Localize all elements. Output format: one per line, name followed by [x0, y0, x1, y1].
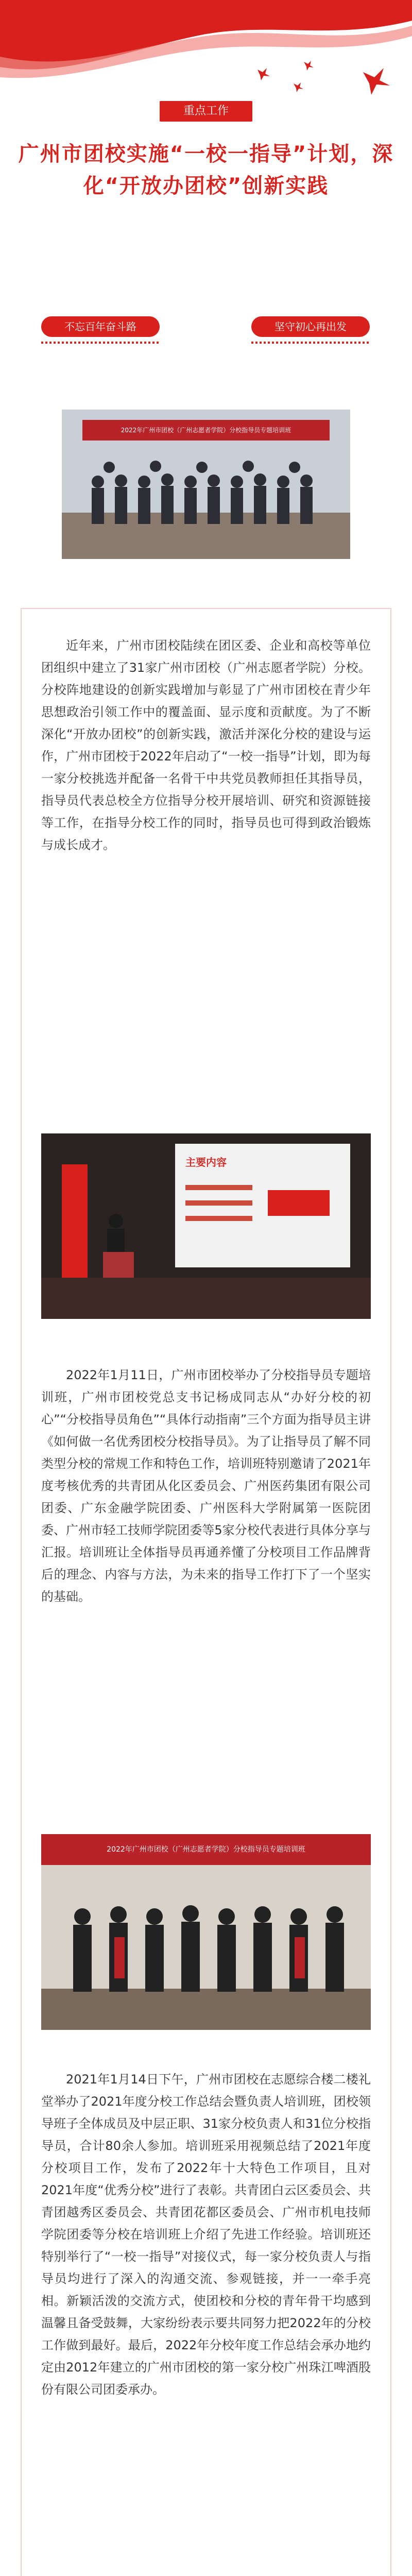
section-tag: 重点工作 [160, 101, 252, 122]
group-photo-2-banner: 2022年广州市团校（广州志愿者学院）分校指导员专题培训班 [107, 1845, 305, 1854]
paragraph-1: 近年来，广州市团校陆续在团区委、企业和高校等单位团组织中建立了31家广州市团校（广州志愿者学院）分校。分校阵地建设的创新实践增加与彰显了广州市团校在青少年思想政治引领工作中的覆盖面、显示度和贡献度。为了不断深化“开放办团校”的创新实践，激活并深化分校的建设与运作，广州市团校于2022年启动了“一校一指导”计划，即为每一家分校挑选并配备一名骨干中共党员教师担任其指导员，指导员代表总校全方位指导分校开展培训、研究和资源链接等工作，在指导分校工作的同时，指导员也可得到政治锻炼与成长成才。 [41, 638, 371, 852]
page-title: 广州市团校实施“一校一指导”计划，深化“开放办团校”创新实践 [18, 142, 394, 198]
slogan-right-dots [251, 341, 370, 344]
slogan-left-dots [41, 341, 160, 344]
paragraph-3: 2021年1月14日下午，广州市团校在志愿综合楼二楼礼堂举办了2021年度分校工作总结会暨负责人培训班，团校领导班子全体成员及中层正职、31家分校负责人和31位分校指导员，合计80余人参加。培训班采用视频总结了2021年度分校项目工作，发布了2022年十大特色工作项目，且对2021年度“优秀分校”进行了表彰。共青团白云区委员会、共青团越秀区委员会、共青团花都区委员会、广州市机电技师学院团委等分校在培训班上介绍了先进工作经验。培训班还特别举行了“一校一指导”对接仪式，每一家分校负责人与指导员均进行了深入的沟通交流、参观链接，并一一牵手亮相。新颖活泼的交流方式，使团校和分校的青年骨干均感到温馨且备受鼓舞，大家纷纷表示要共同努力把2022年的分校工作做到最好。最后，2022年分校年度工作总结会承办地约定由2012年建立的广州市团校的第一家分校广州珠江啤酒股份有限公司团委承办。 [41, 2072, 371, 2397]
group-photo-2 [41, 1834, 371, 2030]
lecture-photo [41, 1133, 371, 1319]
paragraph-2: 2022年1月11日，广州市团校举办了分校指导员专题培训班，广州市团校党总支书记杨成同志从“办好分校的初心”“分校指导员角色”“具体行动指南”三个方面为指导员主讲《如何做一名优秀团校分校指导员》。为了让指导员了解不同类型分校的常规工作和特色工作，培训班特别邀请了2021年度考核优秀的共青团从化区委员会、广州医药集团有限公司团委、广东金融学院团委、广州医科大学附属第一医院团委、广州市轻工技师学院团委等5家分校代表进行具体分享与汇报。培训班让全体指导员再通养懂了分校项目工作品牌背后的理念、内容与方法，为未来的指导工作打下了一个坚实的基础。 [41, 1368, 371, 1604]
slogan-left: 不忘百年奋斗路 [41, 316, 160, 337]
group-photo-1-banner: 2022年广州市团校（广州志愿者学院）分校指导员专题培训班 [121, 427, 291, 434]
group-photo-1 [62, 410, 350, 559]
lecture-slide-title: 主要内容 [185, 1156, 227, 1168]
birds-decoration [237, 52, 402, 113]
slogan-right: 坚守初心再出发 [251, 316, 370, 337]
